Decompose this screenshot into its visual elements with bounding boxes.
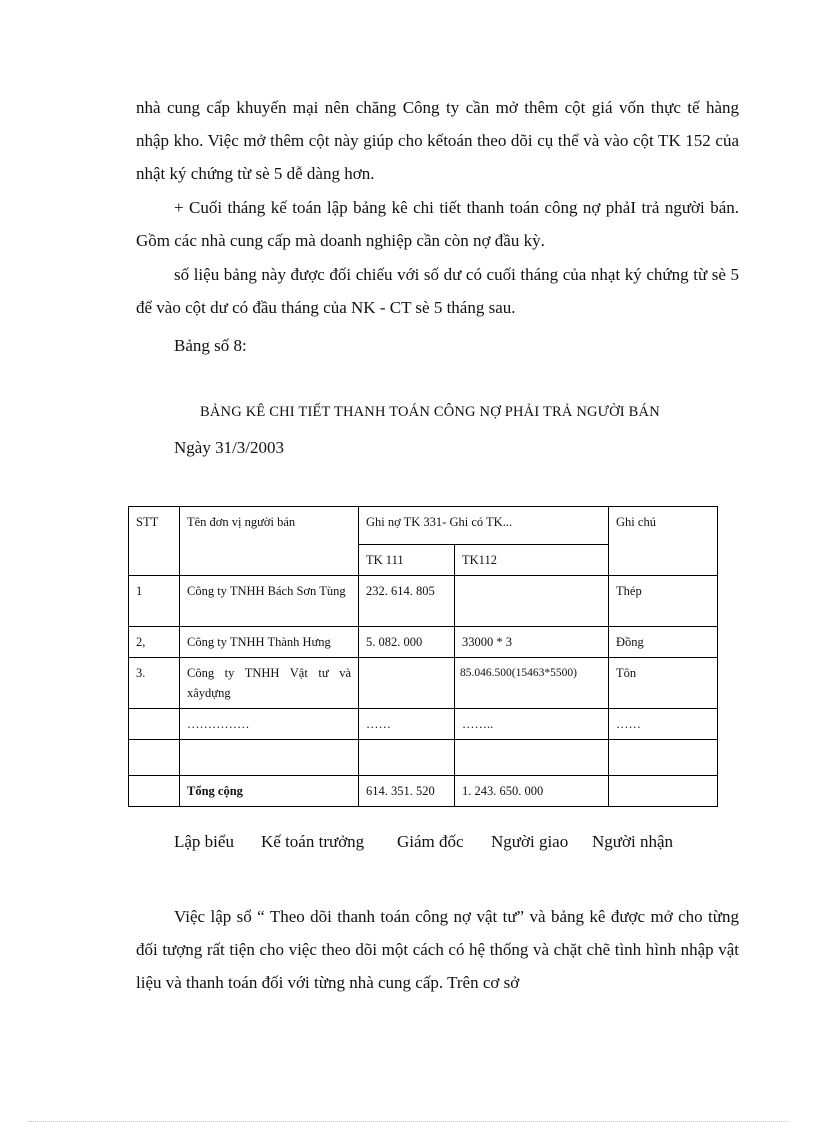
- cell-vendor: Công ty TNHH Bách Sơn Tùng: [180, 576, 359, 627]
- total-tk111: 614. 351. 520: [359, 776, 455, 807]
- paragraph-4: Việc lập sổ “ Theo dõi thanh toán công nợ vật tư” và bảng kê được mở cho từng đối tượng rất tiện cho việc theo dõi một cách có hệ thống và chặt chẽ tình hình nhập vật liệu và thanh toán đối với từng nhà cung cấp. Trên cơ sở: [136, 907, 739, 992]
- cell-stt: 2,: [129, 627, 180, 658]
- cell-tk112: 33000 * 3: [455, 627, 609, 658]
- header-account-group: Ghi nợ TK 331- Ghi có TK...: [359, 507, 609, 545]
- cell-note: Đồng: [609, 627, 718, 658]
- page-bottom-divider: [28, 1121, 788, 1122]
- signature-preparer: Lập biểu: [174, 832, 234, 851]
- total-label: Tổng cộng: [180, 776, 359, 807]
- cell-stt: 3.: [129, 658, 180, 709]
- cell-tk112: [455, 740, 609, 776]
- signature-chief-accountant: Kế toán trưởng: [261, 832, 365, 851]
- cell-vendor: [180, 740, 359, 776]
- cell-vendor: Công ty TNHH Thành Hưng: [180, 627, 359, 658]
- cell-tk111: [359, 740, 455, 776]
- cell-tk112: 85.046.500(15463*5500): [455, 658, 609, 709]
- table-reference: Bảng số 8:: [174, 336, 247, 355]
- cell-stt: [129, 776, 180, 807]
- cell-note: [609, 776, 718, 807]
- total-row: [129, 776, 718, 807]
- cell-tk111: ……: [359, 709, 455, 740]
- header-tk112: TK112: [455, 545, 609, 576]
- paragraph-3: số liệu bảng này được đối chiếu với số dư có cuối tháng của nhạt ký chứng từ sè 5 để vào cột dư có đầu tháng của NK - CT sè 5 tháng sau.: [136, 265, 739, 317]
- header-stt: STT: [129, 507, 180, 576]
- table-row: [129, 627, 718, 658]
- total-tk112: 1. 243. 650. 000: [455, 776, 609, 807]
- cell-note: Tôn: [609, 658, 718, 709]
- cell-note: ……: [609, 709, 718, 740]
- cell-tk111: [359, 658, 455, 709]
- payables-table: [128, 506, 718, 807]
- header-tk111: TK 111: [359, 545, 455, 576]
- table-row: [129, 709, 718, 740]
- cell-tk112: ……..: [455, 709, 609, 740]
- cell-tk111: 5. 082. 000: [359, 627, 455, 658]
- cell-tk112: [455, 576, 609, 627]
- cell-note: Thép: [609, 576, 718, 627]
- table-row: [129, 740, 718, 776]
- cell-note: [609, 740, 718, 776]
- table-date: Ngày 31/3/2003: [174, 438, 285, 457]
- table-title: BẢNG KÊ CHI TIẾT THANH TOÁN CÔNG NỢ PHẢI TRẢ NGƯỜI BÁN: [200, 404, 660, 420]
- paragraph-1: nhà cung cấp khuyến mại nên chăng Công ty cần mở thêm cột giá vốn thực tế hàng nhập kho. Việc mở thêm cột này giúp cho kếtoán theo dõi cụ thể và vào cột TK 152 của nhật ký chứng từ sè 5 dễ dàng hơn.: [136, 98, 739, 183]
- paragraph-2: + Cuối tháng kế toán lập bảng kê chi tiết thanh toán công nợ phảI trả người bán. Gồm các nhà cung cấp mà doanh nghiệp cần còn nợ đầu kỳ.: [136, 198, 739, 250]
- cell-vendor: Công ty TNHH Vật tư và xâydựng: [180, 658, 359, 709]
- table-row: [129, 658, 718, 709]
- signature-deliverer: Người giao: [491, 832, 569, 851]
- signature-receiver: Người nhận: [592, 832, 673, 851]
- cell-stt: [129, 740, 180, 776]
- cell-tk111: 232. 614. 805: [359, 576, 455, 627]
- signature-director: Giám đốc: [397, 832, 464, 851]
- cell-vendor: ……………: [180, 709, 359, 740]
- header-vendor: Tên đơn vị người bán: [180, 507, 359, 576]
- table-row: [129, 576, 718, 627]
- cell-stt: 1: [129, 576, 180, 627]
- cell-stt: [129, 709, 180, 740]
- header-note: Ghi chú: [609, 507, 718, 576]
